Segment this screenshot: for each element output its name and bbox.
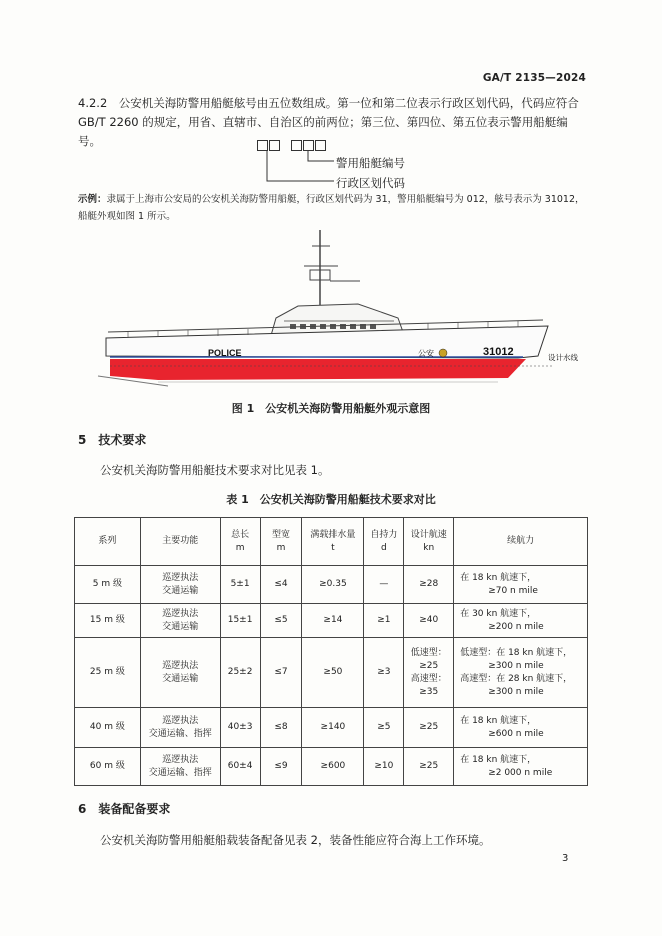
header-line: 系列: [98, 536, 117, 546]
table-cell-displacement: ≥140: [302, 708, 364, 748]
cell-line: 交通运输: [162, 621, 199, 632]
police-emblem: [439, 349, 447, 357]
table-cell-function: [140, 566, 220, 604]
header-line: m: [235, 542, 245, 553]
table-header-cell: [404, 518, 454, 566]
table-cell-function: [140, 708, 220, 748]
table-cell-range: [454, 638, 588, 708]
table-caption: 表 1 公安机关海防警用船艇技术要求对比: [226, 493, 436, 506]
police-text: POLICE: [208, 348, 242, 358]
cell-line: ≥40: [419, 615, 439, 625]
table-cell-length: 40±3: [220, 708, 260, 748]
table-cell-endurance: —: [364, 566, 404, 604]
table-cell-speed: [404, 604, 454, 638]
cell-line: ≥300 n mile: [488, 660, 544, 671]
cell-line: 在 30 kn 航速下，: [460, 608, 537, 619]
patrol-boat-figure: [98, 226, 578, 396]
header-line: 型宽: [272, 529, 291, 540]
page-number: 3: [562, 853, 569, 864]
table-cell-range: [454, 604, 588, 638]
example-prefix: 示例：: [78, 194, 107, 205]
table-cell-series: 40 m 级: [75, 708, 141, 748]
table-cell-width: ≤4: [260, 566, 302, 604]
red-hull-section: [110, 359, 526, 380]
table-cell-length: 25±2: [220, 638, 260, 708]
cell-line: ≥300 n mile: [488, 686, 544, 697]
cell-line: 交通运输、指挥: [148, 728, 212, 739]
header-line: m: [276, 542, 286, 553]
table-cell-endurance: ≥5: [364, 708, 404, 748]
table-cell-displacement: ≥50: [302, 638, 364, 708]
cell-line: 巡逻执法: [162, 715, 199, 726]
cell-line: 交通运输: [162, 673, 199, 684]
table-cell-speed: [404, 748, 454, 786]
table-header-cell: [75, 518, 141, 566]
table-cell-function: [140, 748, 220, 786]
cell-line: 交通运输、指挥: [148, 767, 212, 778]
table-body: [75, 566, 588, 786]
label-region-code: 行政区划代码: [336, 176, 405, 190]
cell-line: ≥600 n mile: [488, 728, 544, 739]
table-cell-displacement: ≥14: [302, 604, 364, 638]
header-line: 总长: [231, 529, 250, 540]
cell-line: 巡逻执法: [162, 754, 199, 765]
gongan-text: 公安: [418, 349, 434, 358]
example-text: 隶属于上海市公安局的公安机关海防警用船艇，行政区划代码为 31，警用船艇编号为 012，舷号表示为 31012，船艇外观如图 1 所示。: [78, 194, 585, 222]
table-cell-function: [140, 638, 220, 708]
header-line: kn: [423, 542, 435, 553]
cell-line: ≥28: [419, 579, 439, 589]
table-cell-endurance: ≥10: [364, 748, 404, 786]
cell-line: 高速型：≥35: [410, 673, 447, 697]
cell-line: ≥70 n mile: [488, 585, 538, 596]
header-line: 设计航速: [410, 529, 447, 540]
table-header-cell: [140, 518, 220, 566]
cell-line: 巡逻执法: [162, 608, 199, 619]
table-row: [75, 604, 588, 638]
table-row: [75, 708, 588, 748]
table-row: [75, 748, 588, 786]
table-cell-displacement: ≥0.35: [302, 566, 364, 604]
table-cell-length: 15±1: [220, 604, 260, 638]
header-line: 满载排水量: [310, 529, 356, 540]
table-row: [75, 638, 588, 708]
table-cell-speed: [404, 638, 454, 708]
header-line: d: [380, 542, 387, 553]
standard-number: GA/T 2135—2024: [482, 72, 586, 84]
cell-line: ≥200 n mile: [488, 621, 544, 632]
table-header-cell: [260, 518, 302, 566]
header-line: 主要功能: [162, 536, 199, 546]
header-line: t: [331, 542, 335, 553]
cell-line: 在 18 kn 航速下，: [460, 754, 537, 765]
table-cell-width: ≤5: [260, 604, 302, 638]
section-5-text: 公安机关海防警用船艇技术要求对比见表 1。: [100, 463, 330, 477]
header-line: 自持力: [370, 529, 398, 540]
label-boat-number: 警用船艇编号: [336, 156, 405, 170]
section-4-2-2-text: 4.2.2 公安机关海防警用船艇舷号由五位数组成。第一位和第二位表示行政区划代码，代码应符合 GB/T 2260 的规定，用省、直辖市、自治区的前两位；第三位、第四位、第五位表示警用船艇编号。: [78, 96, 579, 148]
table-row: [75, 566, 588, 604]
cell-line: 在 18 kn 航速下，: [460, 572, 537, 583]
table-cell-displacement: ≥600: [302, 748, 364, 786]
header-line: 续航力: [507, 536, 535, 546]
table-cell-function: [140, 604, 220, 638]
table-cell-width: ≤9: [260, 748, 302, 786]
cell-line: 在 18 kn 航速下，: [460, 715, 537, 726]
table-cell-range: [454, 708, 588, 748]
table-header-cell: [220, 518, 260, 566]
figure-caption: 图 1 公安机关海防警用船艇外观示意图: [231, 402, 431, 415]
table-header-cell: [364, 518, 404, 566]
table-cell-endurance: ≥3: [364, 638, 404, 708]
table-cell-speed: [404, 566, 454, 604]
table-header-cell: [454, 518, 588, 566]
cell-line: 高速型：在 28 kn 航速下，: [460, 673, 573, 684]
table-cell-range: [454, 748, 588, 786]
section-6-heading: 6 装备配备要求: [78, 802, 171, 816]
table-cell-series: 60 m 级: [75, 748, 141, 786]
table-cell-speed: [404, 708, 454, 748]
cell-line: ≥25: [419, 761, 439, 771]
cell-line: ≥25: [419, 722, 439, 732]
tech-requirements-table: [74, 517, 588, 786]
table-cell-range: [454, 566, 588, 604]
section-6-text: 公安机关海防警用船艇船载装备配备见表 2，装备性能应符合海上工作环境。: [100, 833, 491, 847]
table-header-cell: [302, 518, 364, 566]
table-cell-endurance: ≥1: [364, 604, 404, 638]
cell-line: 低速型：≥25: [410, 647, 447, 671]
table-cell-length: 5±1: [220, 566, 260, 604]
cell-line: ≥2 000 n mile: [488, 767, 553, 778]
cell-line: 巡逻执法: [162, 572, 199, 583]
example-note: [78, 191, 590, 225]
cell-line: 交通运输: [162, 585, 199, 596]
cell-line: 低速型：在 18 kn 航速下，: [460, 647, 573, 658]
table-cell-length: 60±4: [220, 748, 260, 786]
table-cell-series: 25 m 级: [75, 638, 141, 708]
table-header-row: [75, 518, 588, 566]
cell-line: 巡逻执法: [162, 660, 199, 671]
hull-number: 31012: [483, 346, 514, 358]
waterline-label: 设计水线: [548, 353, 578, 362]
section-5-heading: 5 技术要求: [78, 433, 147, 447]
table-cell-width: ≤8: [260, 708, 302, 748]
table-cell-series: 5 m 级: [75, 566, 141, 604]
table-cell-width: ≤7: [260, 638, 302, 708]
code-leader-lines: [262, 148, 342, 190]
table-cell-series: 15 m 级: [75, 604, 141, 638]
